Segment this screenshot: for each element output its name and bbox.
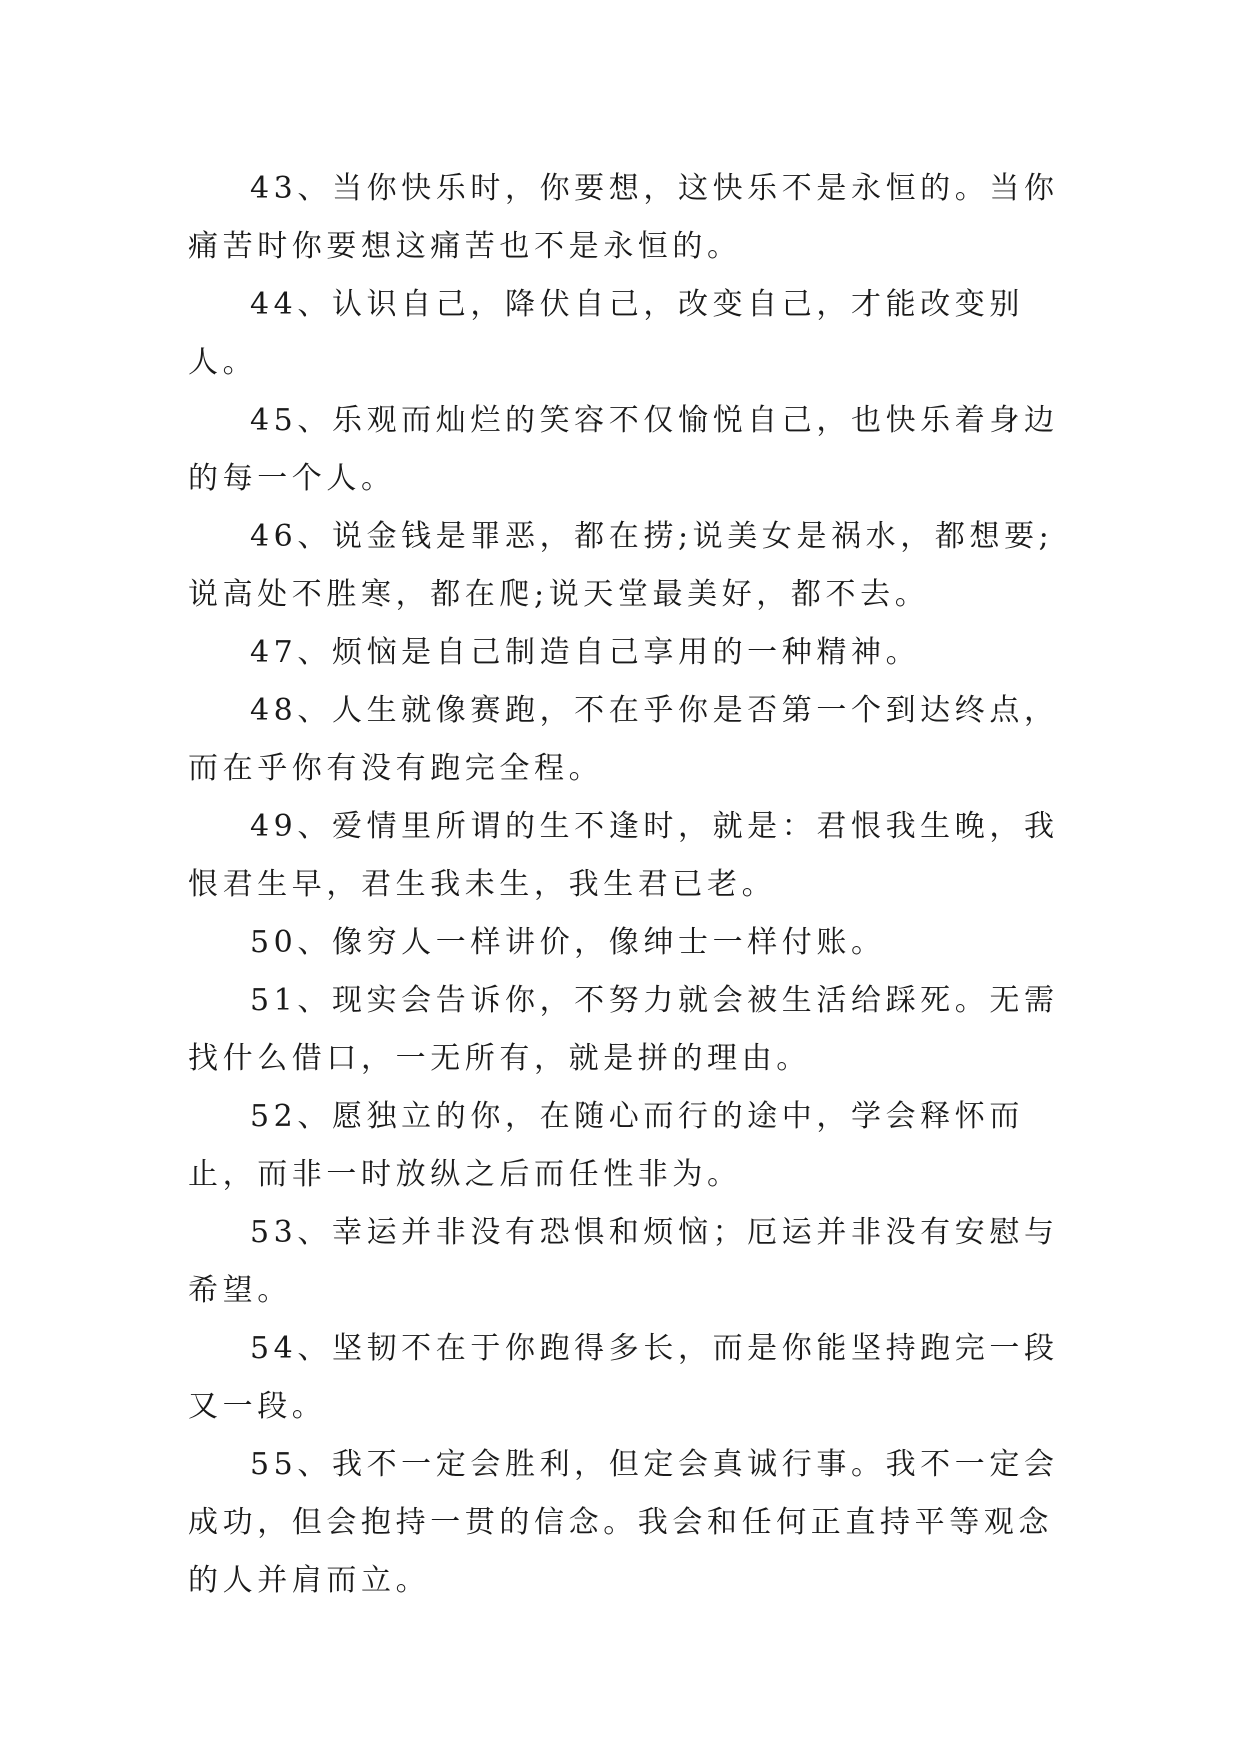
quote-52: 52、愿独立的你，在随心而行的途中，学会释怀而止，而非一时放纵之后而任性非为。 xyxy=(188,1099,1024,1192)
quote-46: 46、说金钱是罪恶，都在捞;说美女是祸水，都想要;说高处不胜寒，都在爬;说天堂最美好，都不去。 xyxy=(188,519,1054,612)
quote-48: 48、人生就像赛跑，不在乎你是否第一个到达终点，而在乎你有没有跑完全程。 xyxy=(188,693,1059,786)
quote-50: 50、像穷人一样讲价，像绅士一样付账。 xyxy=(250,925,886,960)
quote-55: 55、我不一定会胜利，但定会真诚行事。我不一定会成功，但会抱持一贯的信念。我会和任何正直持平等观念的人并肩而立。 xyxy=(188,1447,1059,1598)
quote-44: 44、认识自己，降伏自己，改变自己，才能改变别人。 xyxy=(188,287,1024,380)
quote-51: 51、现实会告诉你，不努力就会被生活给踩死。无需找什么借口，一无所有，就是拼的理由。 xyxy=(188,983,1059,1076)
quote-53: 53、幸运并非没有恐惧和烦恼；厄运并非没有安慰与希望。 xyxy=(188,1215,1059,1308)
quote-49: 49、爱情里所谓的生不逢时，就是：君恨我生晚，我恨君生早，君生我未生，我生君已老。 xyxy=(188,809,1059,902)
quote-45: 45、乐观而灿烂的笑容不仅愉悦自己，也快乐着身边的每一个人。 xyxy=(188,403,1059,496)
quote-54: 54、坚韧不在于你跑得多长，而是你能坚持跑完一段又一段。 xyxy=(188,1331,1059,1424)
quote-43: 43、当你快乐时，你要想，这快乐不是永恒的。当你痛苦时你要想这痛苦也不是永恒的。 xyxy=(188,171,1059,264)
document-body xyxy=(188,160,1068,1610)
quote-47: 47、烦恼是自己制造自己享用的一种精神。 xyxy=(250,635,921,670)
